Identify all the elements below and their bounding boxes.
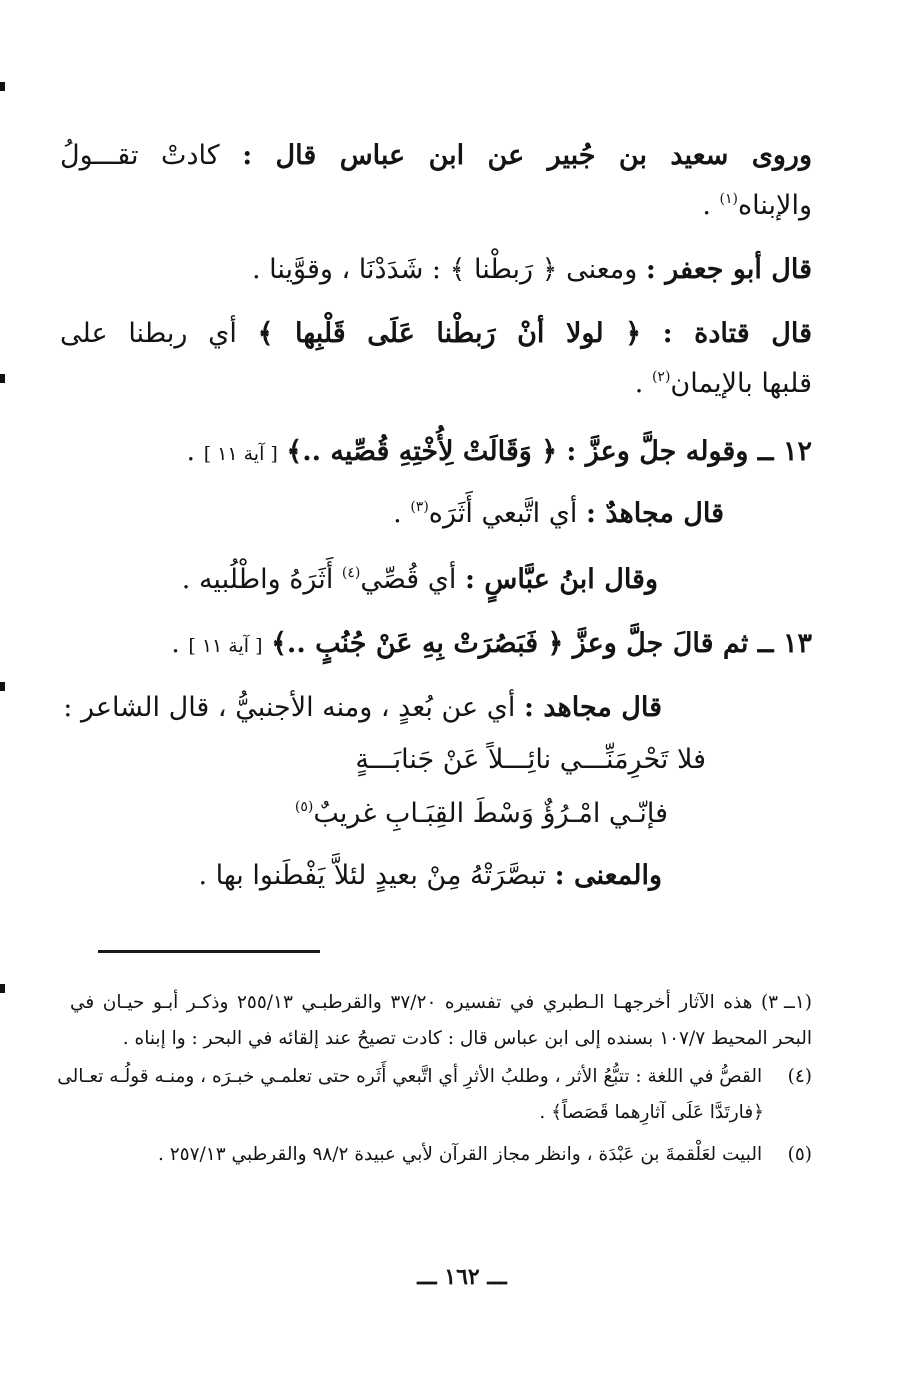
punctuation: . (702, 190, 720, 221)
text-line (60, 494, 724, 534)
speaker-label: قال مجاهد : (523, 692, 662, 723)
text-line (60, 186, 812, 226)
scan-edge-mark (0, 984, 5, 993)
text-line (60, 314, 812, 354)
explanation-text: أي عن بُعدٍ ، ومنه الأجنبيُّ ، قال الشاعر : (63, 692, 516, 723)
footnote-ref: (١) (719, 191, 739, 207)
speaker-label: وقال ابنُ عبَّاسٍ : (465, 564, 658, 595)
scan-edge-mark (0, 82, 5, 91)
explanation-text: قلبها بالإيمان (670, 368, 812, 399)
verse-citation: ١٢ ــ وقوله جلَّ وعزَّ : ﴿ وَقَالَتْ لِأُخْتِهِ قُصِّيه ..﴾ (286, 436, 812, 467)
footnote-item (70, 1140, 812, 1170)
verse-number: [ آية ١١ ] (203, 443, 278, 465)
explanation-text: ومعنى ﴿ رَبطْنا ﴾ : شَدَدْنَا ، وقوَّينا . (251, 254, 638, 285)
scan-edge-mark (0, 682, 5, 691)
text-line (60, 136, 812, 176)
speaker-label: قال أبو جعفر : (645, 254, 812, 285)
footnote-item-continued: البحر المحيط ١٠٧/٧ بسنده إلى ابن عباس قال : كادت تصيحُ عند إلقائه في البحر : وا إبناه . (122, 1028, 812, 1049)
punctuation: . (634, 368, 652, 399)
explanation-text: أي اتَّبعي أَثَرَه (428, 498, 578, 529)
explanation-text: أي قُصِّي (360, 564, 457, 595)
quote-text: والإبناه (738, 190, 812, 221)
text-line (60, 364, 812, 404)
punctuation: . (393, 498, 411, 529)
footnote-item (57, 1062, 812, 1092)
footnote-text: هذه الآثار أخرجهـا الـطبري في تفسيره ٣٧/٢٠ والقرطبـي ٢٥٥/١٣ وذكـر أبـو حيـان في (70, 992, 753, 1013)
footnote-ref: (٢) (651, 369, 671, 385)
punctuation: . (171, 628, 189, 659)
poetry-verse-first-hemistich: فلا تَحْرِمَنِّـــي نائِـــلاً عَنْ جَنابَـــةٍ (355, 744, 706, 775)
footnote-divider (98, 950, 320, 953)
footnote-ref: (٤) (341, 565, 361, 581)
text-line (60, 560, 658, 600)
footnote-text: القصُّ في اللغة : تتبُّعُ الأثر ، وطلبُ الأثرِ أي اتَّبعي أَثَره حتى تعلمـي خبـرَه ، ومنـه قولُـه تعـالى (57, 1066, 763, 1087)
text-line (60, 250, 812, 290)
footnote-item-continued: ﴿فارتَدَّا عَلَى آثارِهما قَصَصاً﴾ . (539, 1102, 764, 1123)
explanation-text: أَثَرَهُ واطْلُبيه . (181, 564, 342, 595)
footnote-ref: (٥) (294, 799, 314, 815)
verse-number: [ آية ١١ ] (188, 635, 263, 657)
punctuation: . (186, 436, 204, 467)
text-line (60, 856, 662, 896)
footnote-text: البيت لعَلْقمةَ بن عَبْدَة ، وانظر مجاز القرآن لأبي عبيدة ٩٨/٢ والقرطبي ٢٥٧/١٣ . (157, 1144, 763, 1165)
footnote-mark: (٤) (787, 1066, 812, 1087)
narrator-phrase: وروى سعيد بن جُبير عن ابن عباس قال : (242, 140, 812, 171)
poetry-verse-second-hemistich (60, 794, 668, 834)
footnote-item (70, 988, 812, 1018)
text-line (60, 688, 662, 728)
footnote-mark: (٥) (787, 1144, 812, 1165)
explanation-text: أي ربطنا على (60, 318, 237, 349)
footnote-mark: (١ــ ٣) (760, 992, 812, 1013)
footnote-ref: (٣) (410, 499, 429, 515)
quote-text: كادتْ تقـــولُ (60, 140, 220, 171)
speaker-label: قال مجاهدٌ : (585, 498, 724, 529)
page-number: ـــ ١٦٢ ـــ (417, 1264, 507, 1290)
explanation-text: تبصَّرَتْهُ مِنْ بعيدٍ لئلاَّ يَفْطَنوا بها . (198, 860, 546, 891)
speaker-label: قال قتادة : ﴿ لولا أنْ رَبطْنا عَلَى قَلْبِها ﴾ (257, 318, 812, 349)
scan-edge-mark (0, 374, 5, 383)
verse-heading (60, 624, 812, 666)
verse-citation: ١٣ ــ ثم قالَ جلَّ وعزَّ ﴿ فَبَصُرَتْ بِهِ عَنْ جُنُبٍ ..﴾ (271, 628, 812, 659)
verse-text: فإنّـي امْـرُؤٌ وَسْطَ القِبَـابِ غريبٌ (313, 798, 668, 829)
verse-heading (60, 432, 812, 474)
speaker-label: والمعنى : (554, 860, 662, 891)
